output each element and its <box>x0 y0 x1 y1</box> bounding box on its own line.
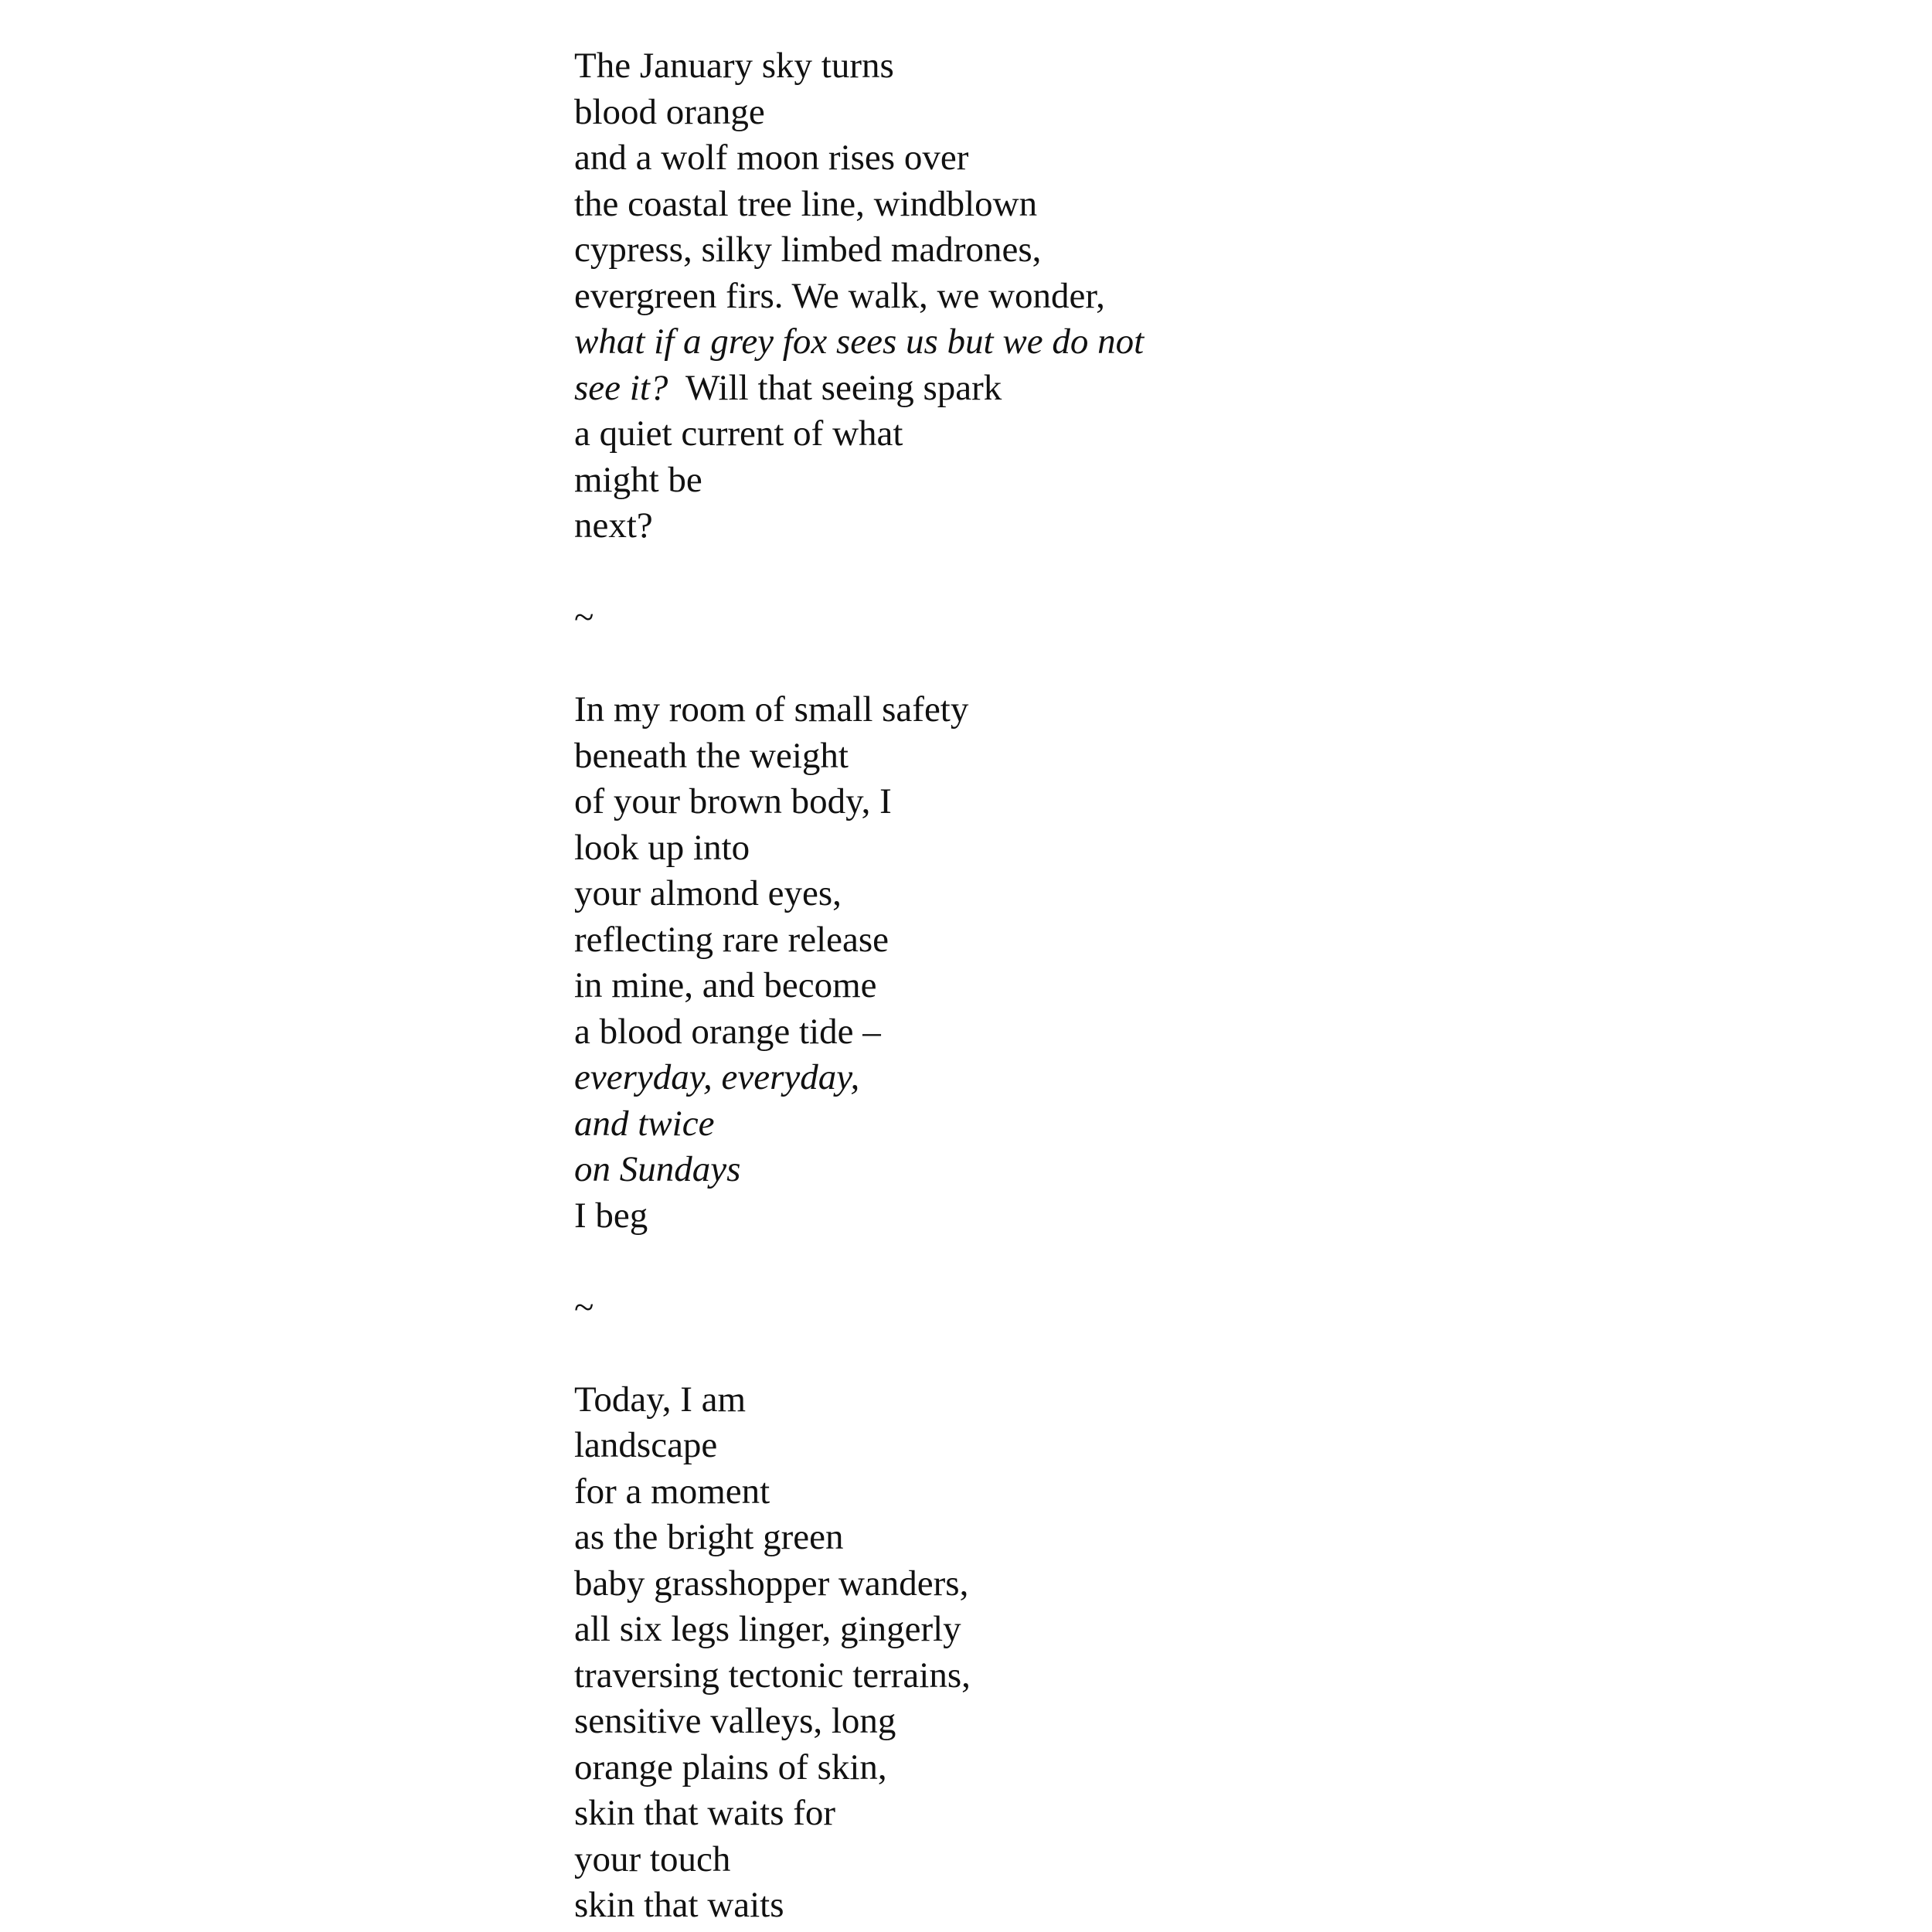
poem-line: skin that waits <box>574 1885 784 1925</box>
poem-line: the coastal tree line, windblown <box>574 183 1038 224</box>
poem-line-mixed <box>574 366 1424 412</box>
poem-line: in mine, and become <box>574 965 877 1005</box>
poem-line: I beg <box>574 1195 648 1236</box>
poem-line: your almond eyes, <box>574 873 842 913</box>
poem-line-italic: what if a grey fox sees us but we do not <box>574 321 1145 362</box>
poem-line-fragment: Will that seeing spark <box>668 367 1002 408</box>
poem-line: all six legs linger, gingerly <box>574 1609 961 1649</box>
poem-line: for a moment <box>574 1471 770 1512</box>
poem-line: reflecting rare release <box>574 919 889 960</box>
poem-line: sensitive valleys, long <box>574 1701 896 1741</box>
poem-line-italic-fragment: see it? <box>574 367 668 408</box>
poem-line: might be <box>574 459 702 500</box>
poem-line: skin that waits for <box>574 1793 836 1833</box>
poem-line: baby grasshopper wanders, <box>574 1563 969 1604</box>
poem-line: Today, I am <box>574 1379 747 1420</box>
poem-line: a quiet current of what <box>574 413 903 454</box>
stanza-separator: ~ <box>574 1287 594 1328</box>
stanza-3 <box>574 1377 1424 1929</box>
poem-line: traversing tectonic terrains, <box>574 1655 971 1696</box>
poem-line: The January sky turns <box>574 46 894 86</box>
poem-line: cypress, silky limbed madrones, <box>574 230 1042 270</box>
poem-line: landscape <box>574 1425 718 1465</box>
poem-line-italic: on Sundays <box>574 1149 741 1189</box>
poem-line: next? <box>574 505 653 546</box>
stanza-1 <box>574 43 1424 549</box>
poem-line: and a wolf moon rises over <box>574 138 969 178</box>
poem-body <box>574 43 1424 1929</box>
poem-line-italic: and twice <box>574 1103 715 1144</box>
poem-line: orange plains of skin, <box>574 1747 887 1787</box>
poem-line: beneath the weight <box>574 735 849 776</box>
poem-line: In my room of small safety <box>574 689 969 730</box>
poem-line-italic: everyday, everyday, <box>574 1057 860 1097</box>
stanza-2 <box>574 687 1424 1239</box>
poem-line: of your brown body, I <box>574 781 892 821</box>
poem-line: your touch <box>574 1838 731 1879</box>
poem-line: a blood orange tide – <box>574 1011 881 1052</box>
poem-line: look up into <box>574 827 750 868</box>
poem-line: evergreen firs. We walk, we wonder, <box>574 275 1105 316</box>
poem-line: as the bright green <box>574 1517 844 1557</box>
stanza-separator: ~ <box>574 597 594 638</box>
poem-line: blood orange <box>574 91 765 132</box>
